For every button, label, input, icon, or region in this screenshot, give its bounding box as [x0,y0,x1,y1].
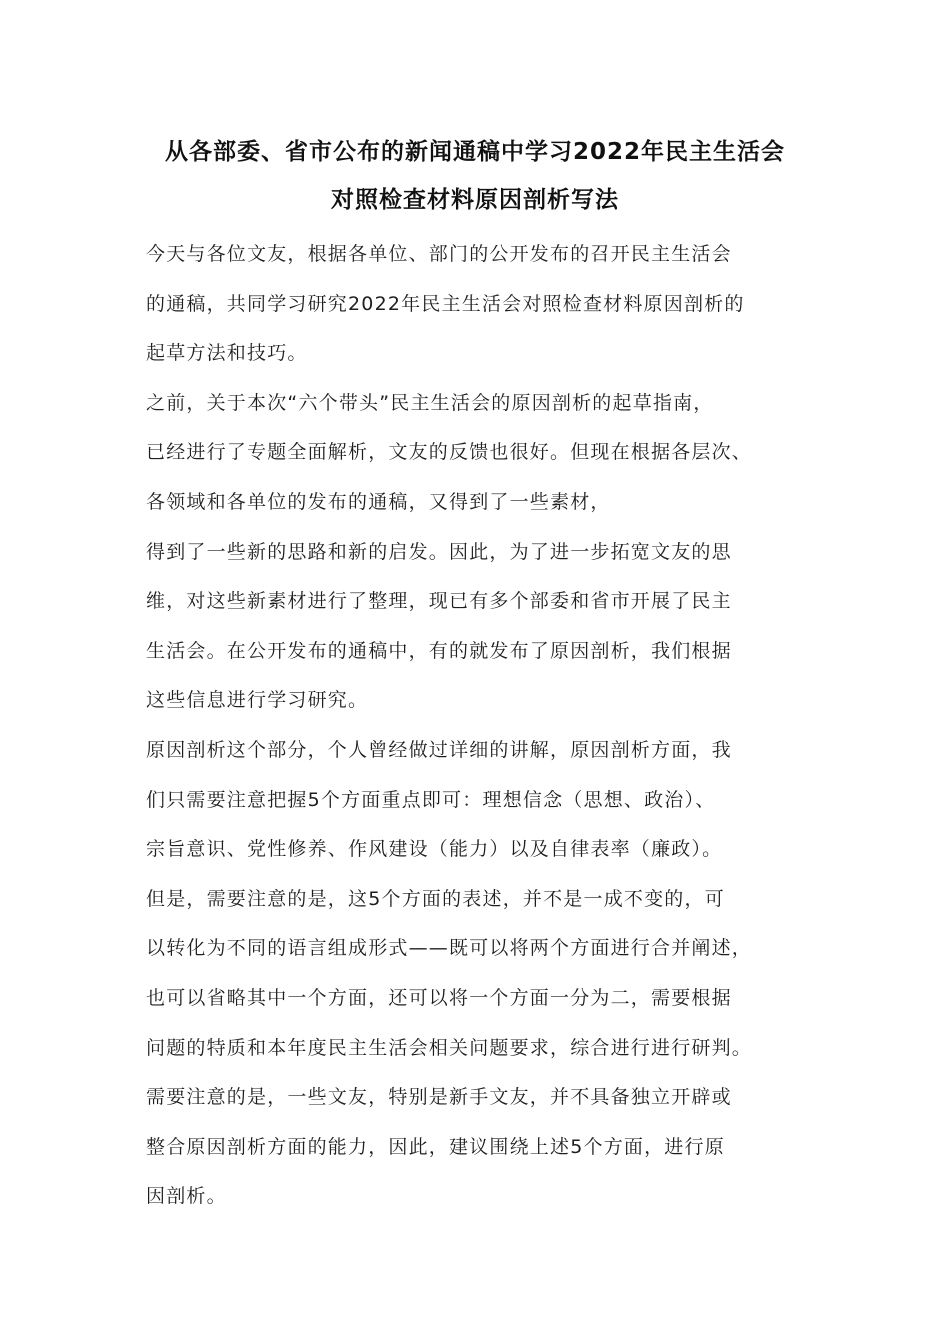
document-title [100,128,850,224]
text-line: 起草方法和技巧。 [146,342,308,365]
paragraph-intro [146,230,826,379]
text-line: 但是，需要注意的是，这5个方面的表述，并不是一成不变的，可 [146,887,725,910]
title-line: 对照检查材料原因剖析写法 [331,187,619,213]
title-line: 从各部委、省市公布的新闻通稿中学习2022年民主生活会 [164,139,785,165]
text-line: 的通稿，共同学习研究2022年民主生活会对照检查材料原因剖析的 [146,292,745,315]
text-line: 整合原因剖析方面的能力，因此，建议围绕上述5个方面，进行原 [146,1135,725,1158]
text-line: 这些信息进行学习研究。 [146,689,369,712]
paragraph-new-ideas [146,528,826,726]
text-line: 需要注意的是，一些文友，特别是新手文友，并不具备独立开辟或 [146,1086,732,1109]
text-line: 也可以省略其中一个方面，还可以将一个方面一分为二，需要根据 [146,986,732,1009]
text-line: 今天与各位文友，根据各单位、部门的公开发布的召开民主生活会 [146,243,732,265]
text-line: 各领域和各单位的发布的通稿，又得到了一些素材， [146,490,611,513]
text-line: 已经进行了专题全面解析，文友的反馈也很好。但现在根据各层次、 [146,441,753,464]
text-line: 维，对这些新素材进行了整理，现已有多个部委和省市开展了民主 [146,590,732,613]
paragraph-flexibility [146,875,826,1073]
paragraph-advice [146,1073,826,1222]
text-line: 得到了一些新的思路和新的启发。因此，为了进一步拓宽文友的思 [146,540,732,563]
text-line: 之前，关于本次“六个带头”民主生活会的原因剖析的起草指南， [146,391,714,414]
text-line: 宗旨意识、党性修养、作风建设（能力）以及自律表率（廉政）。 [146,838,723,861]
text-line: 以转化为不同的语言组成形式——既可以将两个方面进行合并阐述， [146,937,753,960]
document-body [146,230,826,1222]
paragraph-background [146,379,826,528]
text-line: 问题的特质和本年度民主生活会相关问题要求，综合进行进行研判。 [146,1036,753,1059]
paragraph-five-aspects [146,726,826,875]
text-line: 原因剖析这个部分，个人曾经做过详细的讲解，原因剖析方面，我 [146,738,732,761]
text-line: 因剖析。 [146,1185,227,1208]
text-line: 生活会。在公开发布的通稿中，有的就发布了原因剖析，我们根据 [146,639,732,662]
text-line: 们只需要注意把握5个方面重点即可：理想信念（思想、政治）、 [146,788,716,811]
